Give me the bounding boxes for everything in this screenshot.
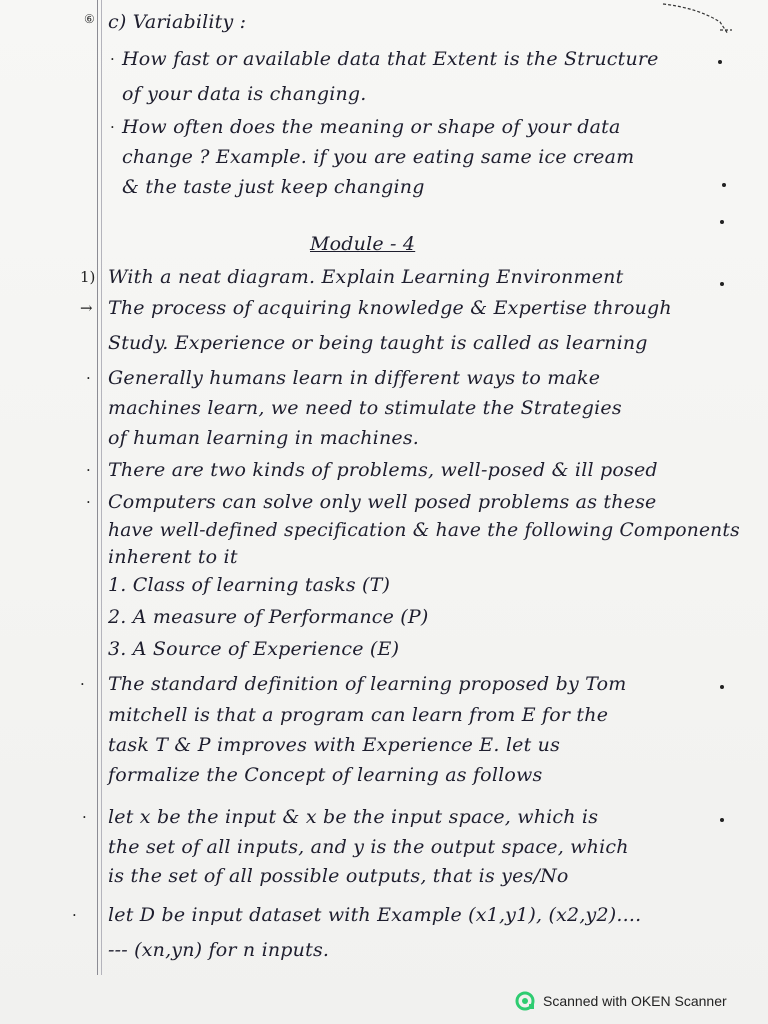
margin-line [97, 0, 98, 975]
text-line: The standard definition of learning proposed by Tom [108, 673, 627, 695]
text-line: inherent to it [108, 546, 238, 568]
question-text: With a neat diagram. Explain Learning Environment [108, 266, 624, 288]
text-line: machines learn, we need to stimulate the Strategies [108, 397, 622, 419]
section-variability-title: c) Variability : [108, 11, 247, 33]
text-line: How often does the meaning or shape of your data [122, 116, 621, 138]
margin-dot [720, 282, 724, 286]
text-line: have well-defined specification & have the following Components [108, 519, 740, 541]
bullet: · [82, 808, 87, 826]
bullet: · [80, 675, 85, 693]
text-line: let x be the input & x be the input space, which is [108, 806, 599, 828]
page-mark: ⑥ [84, 12, 95, 26]
bullet: · [72, 906, 77, 924]
bullet: · [86, 461, 91, 479]
bullet: · [110, 118, 115, 136]
bullet: · [110, 50, 115, 68]
list-item: 3. A Source of Experience (E) [108, 638, 400, 660]
margin-dot [720, 818, 724, 822]
text-line: Generally humans learn in different ways to make [108, 367, 601, 389]
bullet: · [86, 493, 91, 511]
list-item: 1. Class of learning tasks (T) [108, 574, 391, 596]
text-line: of human learning in machines. [108, 427, 420, 449]
bullet: · [86, 369, 91, 387]
scanner-label: Scanned with OKEN Scanner [543, 993, 727, 1009]
margin-dot [720, 220, 724, 224]
text-line: the set of all inputs, and y is the output space, which [108, 836, 629, 858]
text-line: The process of acquiring knowledge & Expertise through [108, 297, 672, 319]
text-line: Computers can solve only well posed problems as these [108, 491, 657, 513]
margin-line-inner [101, 0, 102, 975]
list-item: 2. A measure of Performance (P) [108, 606, 429, 628]
text-line: formalize the Concept of learning as follows [108, 764, 543, 786]
text-line: is the set of all possible outputs, that is yes/No [108, 865, 569, 887]
scanner-watermark [515, 990, 727, 1012]
scanner-logo-icon [515, 991, 535, 1011]
question-number: 1) [80, 268, 96, 286]
text-line: task T & P improves with Experience E. let us [108, 734, 561, 756]
answer-arrow-icon: → [80, 299, 93, 317]
corner-scribble-icon [658, 0, 738, 40]
text-line: let D be input dataset with Example (x1,y1), (x2,y2).... [108, 904, 642, 926]
margin-dot [722, 183, 726, 187]
module-heading: Module - 4 [310, 233, 416, 255]
text-line: Study. Experience or being taught is called as learning [108, 332, 648, 354]
text-line: & the taste just keep changing [122, 176, 425, 198]
text-line: of your data is changing. [122, 83, 367, 105]
text-line: change ? Example. if you are eating same ice cream [122, 146, 635, 168]
margin-dot [718, 60, 722, 64]
text-line: mitchell is that a program can learn from E for the [108, 704, 609, 726]
text-line: There are two kinds of problems, well-posed & ill posed [108, 459, 658, 481]
text-line: How fast or available data that Extent is the Structure [122, 48, 659, 70]
margin-dot [720, 685, 724, 689]
text-line: --- (xn,yn) for n inputs. [108, 939, 330, 961]
